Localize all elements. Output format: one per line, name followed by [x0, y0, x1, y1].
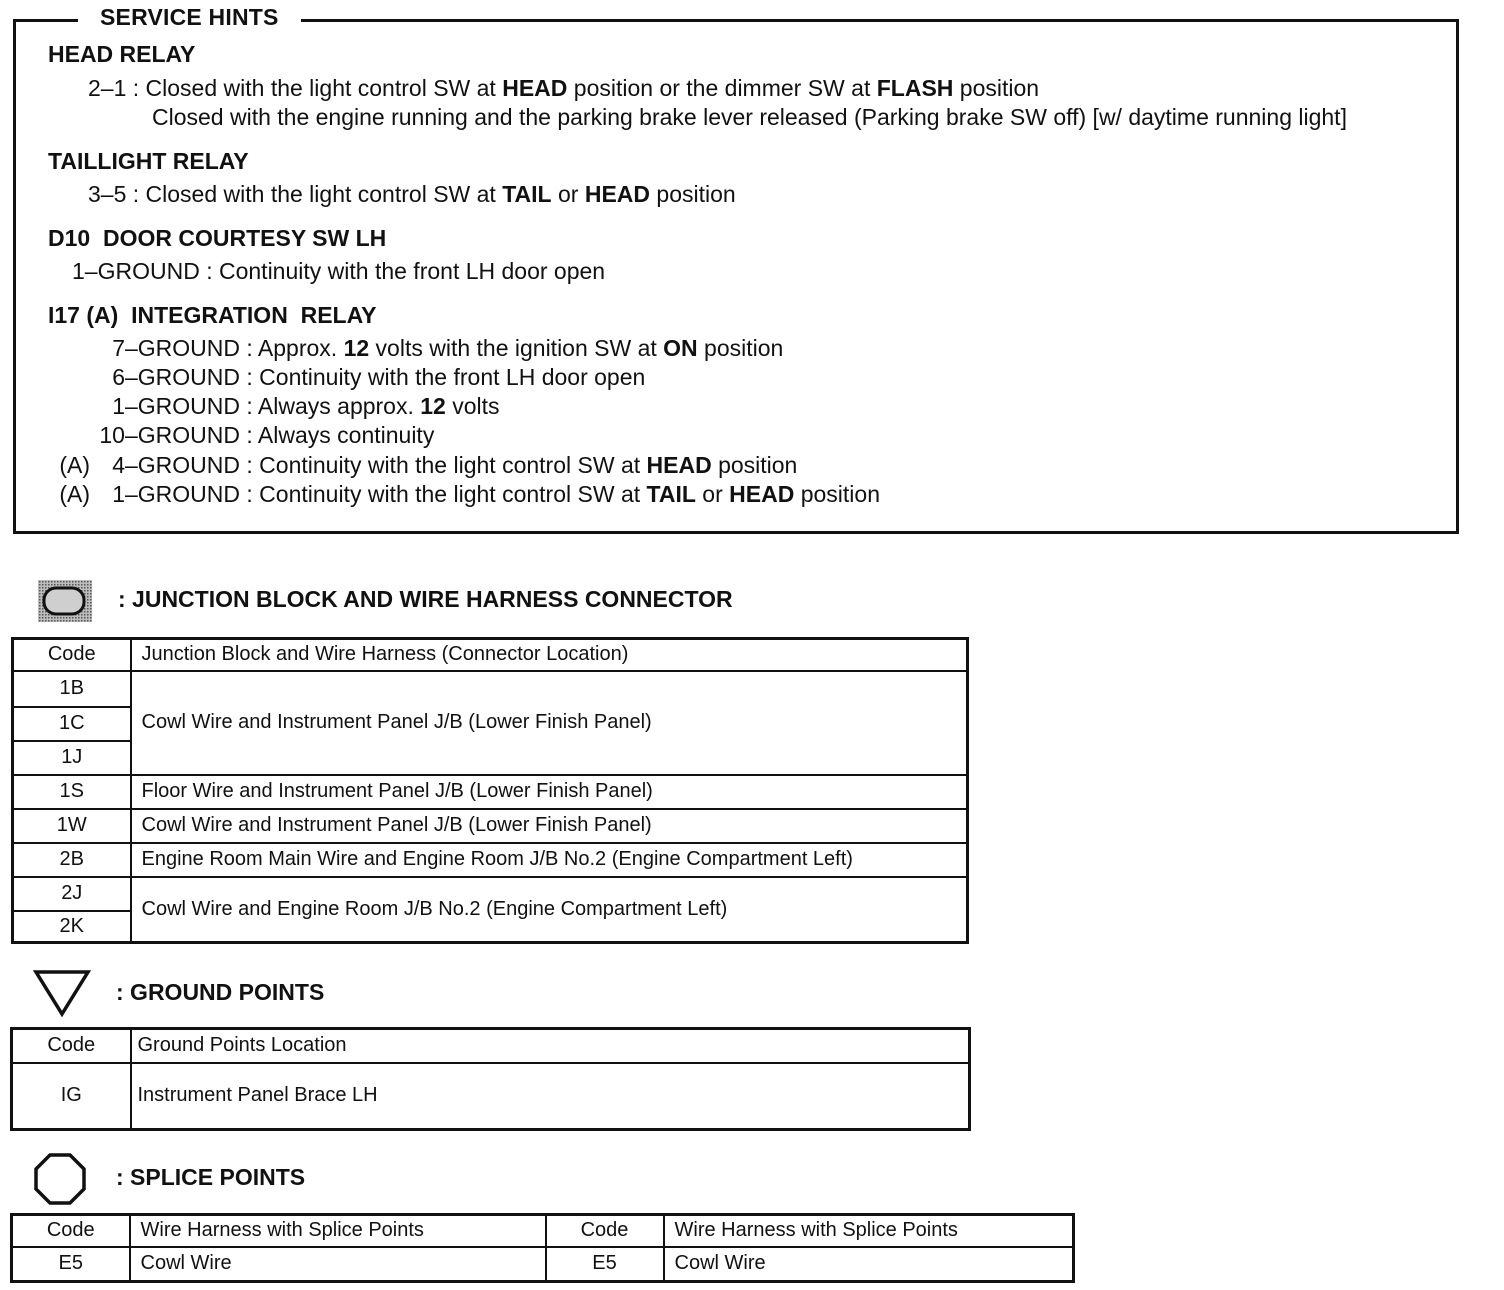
taillight-relay-heading: TAILLIGHT RELAY [48, 148, 249, 174]
head-relay-heading: HEAD RELAY [48, 41, 196, 67]
table-row [13, 809, 968, 843]
integration-row: (A) 4–GROUND : Continuity with the light control SW at HEAD position [59, 452, 798, 478]
junction-table [11, 637, 969, 944]
location-cell: Engine Room Main Wire and Engine Room J/B No.2 (Engine Compartment Left) [131, 843, 968, 877]
code-cell: 2B [13, 843, 131, 877]
door-courtesy-heading: D10 DOOR COURTESY SW LH [48, 225, 387, 251]
column-header-code: Code [12, 1029, 131, 1063]
code-cell: 1W [13, 809, 131, 843]
door-courtesy-line: 1–GROUND : Continuity with the front LH door open [72, 258, 606, 284]
integration-row: 7–GROUND : Approx. 12 volts with the ignition SW at ON position [112, 335, 784, 361]
code-cell: E5 [12, 1247, 130, 1282]
head-relay-line-2: Closed with the engine running and the parking brake lever released (Parking brake SW off) [w/ daytime running light] [152, 104, 1347, 130]
table-header-row [13, 639, 968, 671]
integration-row: (A) 1–GROUND : Continuity with the light control SW at TAIL or HEAD position [59, 481, 880, 507]
ground-triangle-icon [32, 968, 92, 1018]
head-relay-line-1: 2–1 : Closed with the light control SW at HEAD position or the dimmer SW at FLASH position [88, 75, 1040, 101]
table-row [13, 775, 968, 809]
integration-row: 6–GROUND : Continuity with the front LH door open [112, 364, 646, 390]
table-row [12, 1247, 1074, 1282]
column-header-code: Code [12, 1215, 130, 1247]
code-cell: 1S [13, 775, 131, 809]
code-cell: IG [12, 1063, 131, 1130]
taillight-relay-line: 3–5 : Closed with the light control SW at TAIL or HEAD position [88, 181, 736, 207]
table-header-row [12, 1029, 970, 1063]
column-header-location: Ground Points Location [131, 1029, 970, 1063]
location-cell: Cowl Wire and Instrument Panel J/B (Lower Finish Panel) [131, 809, 968, 843]
junction-connector-icon [36, 578, 94, 624]
code-cell: 2K [13, 911, 131, 943]
location-cell: Cowl Wire and Instrument Panel J/B (Lower Finish Panel) [131, 671, 968, 775]
location-cell: Instrument Panel Brace LH [131, 1063, 970, 1130]
column-header-harness: Wire Harness with Splice Points [130, 1215, 546, 1247]
junction-legend-heading: : JUNCTION BLOCK AND WIRE HARNESS CONNECTOR [118, 586, 733, 612]
service-hints-title: SERVICE HINTS [78, 4, 301, 31]
harness-cell: Cowl Wire [664, 1247, 1074, 1282]
integration-row: 10–GROUND : Always continuity [99, 422, 435, 448]
code-cell: 1J [13, 741, 131, 775]
code-cell: 2J [13, 877, 131, 911]
table-header-row [12, 1215, 1074, 1247]
column-header-code: Code [13, 639, 131, 671]
integration-relay-heading: I17 (A) INTEGRATION RELAY [48, 302, 377, 328]
harness-cell: Cowl Wire [130, 1247, 546, 1282]
taillight-relay-term: 3–5 [88, 181, 127, 207]
table-row [12, 1063, 970, 1130]
splice-octagon-icon [32, 1152, 88, 1206]
splice-table [10, 1213, 1075, 1283]
code-cell: 1B [13, 671, 131, 707]
table-row [13, 877, 968, 911]
table-row [13, 671, 968, 707]
location-cell: Floor Wire and Instrument Panel J/B (Lower Finish Panel) [131, 775, 968, 809]
code-cell: E5 [546, 1247, 664, 1282]
ground-legend-heading: : GROUND POINTS [116, 979, 325, 1005]
code-cell: 1C [13, 707, 131, 741]
location-cell: Cowl Wire and Engine Room J/B No.2 (Engine Compartment Left) [131, 877, 968, 943]
ground-table [10, 1027, 971, 1131]
table-row [13, 843, 968, 877]
column-header-location: Junction Block and Wire Harness (Connector Location) [131, 639, 968, 671]
column-header-code: Code [546, 1215, 664, 1247]
splice-legend-heading: : SPLICE POINTS [116, 1164, 306, 1190]
column-header-harness: Wire Harness with Splice Points [664, 1215, 1074, 1247]
head-relay-term: 2–1 [88, 75, 127, 101]
door-courtesy-term: 1–GROUND [72, 258, 200, 284]
integration-row: 1–GROUND : Always approx. 12 volts [112, 393, 500, 419]
